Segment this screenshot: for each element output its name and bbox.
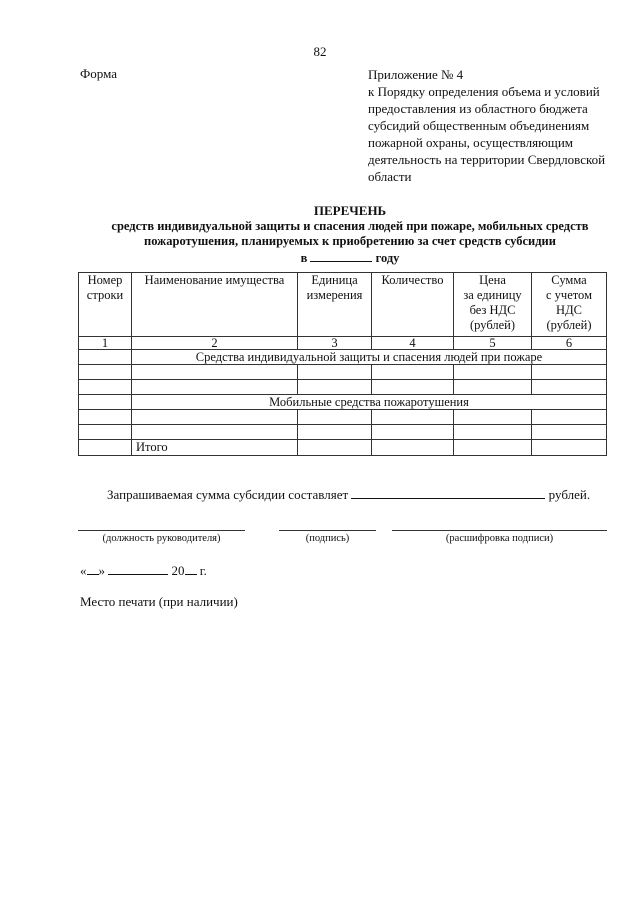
table-cell[interactable]: [79, 410, 132, 425]
table-cell[interactable]: [79, 395, 132, 410]
table-cell[interactable]: [79, 380, 132, 395]
table-cell[interactable]: [454, 365, 532, 380]
table-cell[interactable]: [372, 410, 454, 425]
table-cell[interactable]: [298, 365, 372, 380]
header-unit-price: Цена за единицу без НДС (рублей): [454, 273, 532, 337]
section-row-personal-protection: [79, 350, 607, 365]
requested-amount-field[interactable]: [351, 487, 545, 499]
total-row: [79, 440, 607, 456]
year-field[interactable]: [185, 563, 197, 575]
table-cell[interactable]: [298, 410, 372, 425]
position-signature-line[interactable]: [78, 530, 245, 531]
table-cell[interactable]: [132, 425, 298, 440]
table-header-row: [79, 273, 607, 337]
signature-decoding-line[interactable]: [392, 530, 607, 531]
signature-label: (подпись): [305, 533, 350, 544]
month-field[interactable]: [108, 563, 168, 575]
table-cell[interactable]: [532, 410, 607, 425]
title-year-line: [60, 250, 640, 267]
table-cell[interactable]: [454, 440, 532, 456]
table-cell[interactable]: [532, 380, 607, 395]
appendix-line: пожарной охраны, осуществляющим: [368, 135, 574, 150]
header-row-number: Номер строки: [79, 273, 132, 337]
table-row: [79, 410, 607, 425]
table-cell[interactable]: [532, 365, 607, 380]
year-blank-field[interactable]: [310, 250, 372, 262]
title-line: средств индивидуальной защиты и спасения людей при пожаре, мобильных средств: [111, 218, 589, 233]
table-cell[interactable]: [372, 440, 454, 456]
table-cell[interactable]: [132, 410, 298, 425]
table-cell[interactable]: [298, 380, 372, 395]
table-cell[interactable]: [79, 365, 132, 380]
page-number: 82: [313, 44, 327, 59]
column-number: 6: [532, 337, 607, 350]
table-cell[interactable]: [79, 425, 132, 440]
appendix-reference: [368, 66, 628, 185]
form-label: Форма: [80, 66, 117, 81]
table-cell[interactable]: [298, 425, 372, 440]
total-label: Итого: [132, 440, 298, 456]
column-numbers-row: [79, 337, 607, 350]
appendix-line: области: [368, 169, 412, 184]
requested-amount-line: [107, 487, 590, 503]
table-cell[interactable]: [372, 380, 454, 395]
table-cell[interactable]: [454, 380, 532, 395]
table-cell[interactable]: [532, 425, 607, 440]
column-number: 1: [79, 337, 132, 350]
table-cell[interactable]: [454, 425, 532, 440]
table-cell[interactable]: [454, 410, 532, 425]
document-title: [60, 203, 640, 266]
signature-line[interactable]: [279, 530, 376, 531]
position-label: (должность руководителя): [102, 533, 221, 544]
column-number: 4: [372, 337, 454, 350]
column-number: 3: [298, 337, 372, 350]
table-cell[interactable]: [532, 440, 607, 456]
year-prefix: в: [300, 250, 308, 265]
table-row: [79, 365, 607, 380]
table-cell[interactable]: [372, 425, 454, 440]
column-number: 2: [132, 337, 298, 350]
header-unit: Единица измерения: [298, 273, 372, 337]
section-row-mobile-firefighting: [79, 395, 607, 410]
table-cell[interactable]: [298, 440, 372, 456]
appendix-line: субсидий общественным объединениям: [368, 118, 590, 133]
year-suffix: году: [375, 250, 400, 265]
table-cell[interactable]: [132, 380, 298, 395]
date-line: « » 20 г.: [80, 563, 207, 578]
section-title: Средства индивидуальной защиты и спасения людей при пожаре: [132, 350, 607, 365]
column-number: 5: [454, 337, 532, 350]
table-row: [79, 425, 607, 440]
table-row: [79, 380, 607, 395]
appendix-line: предоставления из областного бюджета: [368, 101, 588, 116]
header-quantity: Количество: [372, 273, 454, 337]
appendix-line: деятельность на территории Свердловской: [368, 152, 606, 167]
requested-prefix: Запрашиваемая сумма субсидии составляет: [107, 487, 349, 502]
table-cell[interactable]: [79, 350, 132, 365]
day-field[interactable]: [87, 563, 99, 575]
section-title: Мобильные средства пожаротушения: [132, 395, 607, 410]
table-cell[interactable]: [372, 365, 454, 380]
table-cell[interactable]: [132, 365, 298, 380]
decoding-label: (расшифровка подписи): [445, 533, 554, 544]
stamp-place: Место печати (при наличии): [80, 594, 238, 609]
table-cell[interactable]: [79, 440, 132, 456]
appendix-line: к Порядку определения объема и условий: [368, 84, 600, 99]
requested-suffix: рублей.: [548, 487, 591, 502]
title-main: ПЕРЕЧЕНЬ: [313, 203, 387, 218]
title-line: пожаротушения, планируемых к приобретению за счет средств субсидии: [144, 234, 556, 248]
header-total-with-vat: Сумма с учетом НДС (рублей): [532, 273, 607, 337]
header-item-name: Наименование имущества: [132, 273, 298, 337]
appendix-line: Приложение № 4: [368, 67, 464, 82]
items-table: [78, 272, 607, 456]
